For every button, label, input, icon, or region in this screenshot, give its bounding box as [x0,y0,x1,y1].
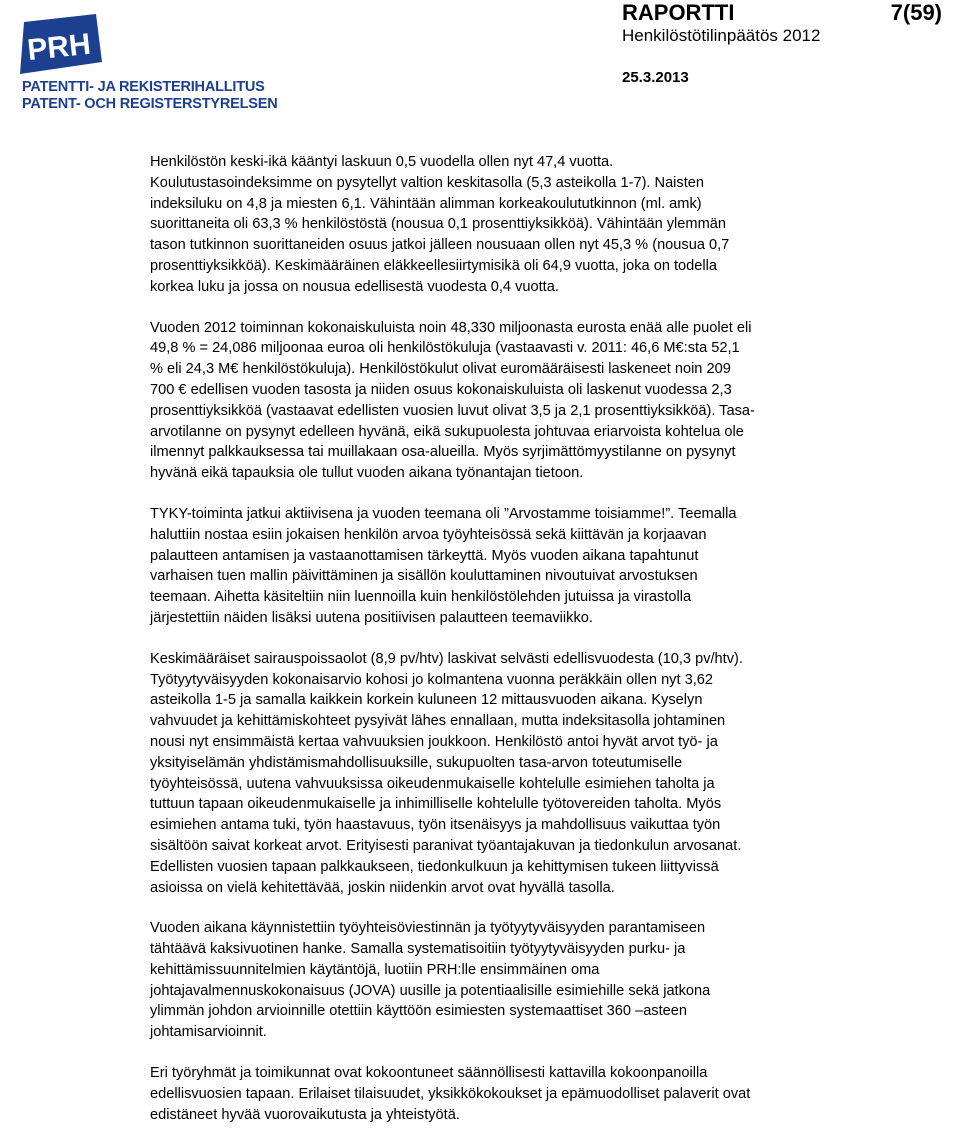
paragraph-line: varhaisen tuen mallin päivittäminen ja sisällön kouluttaminen nivoutuivat arvostuksen [150,568,698,585]
body-paragraph [150,649,910,899]
page-number: 7(59) [890,0,942,25]
paragraph-line: Vuoden 2012 toiminnan kokonaiskuluista noin 48,330 miljoonasta eurosta enää alle puolet eli [150,319,752,336]
paragraph-line: kehittämissuunnitelmien käytäntöjä, luotiin PRH:lle ensimmäinen oma [150,961,600,978]
paragraph-line: arvotilanne on pysynyt edelleen hyvänä, eikä sukupuolesta johtuvaa eriarvoista kohtelua ole [150,423,744,440]
paragraph-line: edellisvuosien tapaan. Erilaiset tilaisuudet, yksikkökokoukset ja epämuodolliset palaverit ovat [150,1085,751,1102]
paragraph-line: 49,8 % = 24,086 miljoonaa euroa oli henkilöstökuluja (vastaavasti v. 2011: 46,6 M€:sta 52,1 [150,340,740,357]
paragraph-line: Keskimääräiset sairauspoissaolot (8,9 pv/htv) laskivat selvästi edellisvuodesta (10,3 pv/htv). [150,650,743,667]
paragraph-line: järjestettiin näiden lisäksi uutena positiivisen palautteen teemaviikko. [150,609,593,626]
paragraph-line: prosenttiyksikköä (vastaavat edellisten vuosien luvut olivat 3,5 ja 2,1 prosenttiyksikköä). Tasa- [150,402,755,419]
paragraph-line: Työtyytyväisyyden kokonaisarvio kohosi jo kolmantena vuonna peräkkäin ollen nyt 3,62 [150,671,713,688]
paragraph-line: työyhteisössä, uutena vahvuuksissa oikeudenmukaiselle kohtelulle esimiehen taholta ja [150,775,715,792]
paragraph-line: 700 € edellisen vuoden tasosta ja niiden osuus kokonaiskuluista oli laskenut vuodessa 2,3 [150,381,732,398]
paragraph-line: suorittaneita oli 63,3 % henkilöstöstä (nousua 0,1 prosenttiyksikköä). Vähintään ylemmän [150,216,726,233]
paragraph-line: Edellisten vuosien tapaan palkkaukseen, tiedonkulkuun ja kehittymisen tukeen liittyvissä [150,858,719,875]
paragraph-line: haluttiin nostaa esiin jokaisen henkilön arvoa työyhteisössä sekä kiittävän ja korjaavan [150,526,707,543]
prh-logo [18,14,278,114]
document-type: RAPORTTI [622,0,735,25]
paragraph-line: Eri työryhmät ja toimikunnat ovat kokoontuneet säännöllisesti kattavilla kokoonpanoilla [150,1065,708,1082]
org-name-swedish: PATENT- OCH REGISTERSTYRELSEN [22,96,278,112]
body-paragraph [150,1063,910,1125]
paragraph-line: % eli 24,3 M€ henkilöstökuluja). Henkilöstökulut olivat euromääräisesti laskeneet noin 209 [150,361,731,378]
paragraph-line: edistäneet hyvää vuorovaikutusta ja yhteistyötä. [150,1106,460,1123]
paragraph-line: prosenttiyksikköä). Keskimääräinen eläkkeellesiirtymisikä oli 64,9 vuotta, joka on todella [150,257,717,274]
paragraph-line: teemaan. Aihetta käsiteltiin niin luennoilla kuin henkilöstölehden jutuissa ja virastolla [150,589,692,606]
paragraph-line: johtamisarvioinnit. [150,1024,267,1041]
paragraph-line: yksityiselämän yhdistämismahdollisuuksille, sukupuolten tasa-arvon toteutumiselle [150,754,683,771]
paragraph-line: tuttuun tapaan oikeudenmukaiselle ja inhimilliselle kohtelulle työtovereiden taholta. Myös [150,796,722,813]
paragraph-line: TYKY-toiminta jatkui aktiivisena ja vuoden teemana oli ”Arvostamme toisiamme!”. Teemalla [150,505,737,522]
paragraph-line: sisältöön saivat korkeat arvot. Erityisesti paranivat työantajakuvan ja tiedonkulun arvosanat. [150,837,742,854]
paragraph-line: johtajavalmennuskokonaisuus (JOVA) uusille ja potentiaalisille esimiehille sekä jatkona [150,982,711,999]
paragraph-line: Vuoden aikana käynnistettiin työyhteisöviestinnän ja työtyytyväisyyden parantamiseen [150,920,706,937]
body-paragraph [150,318,910,484]
body-paragraph [150,504,910,629]
paragraph-line: asteikolla 1-5 ja samalla kaikkein korkein kuluneen 12 mittausvuoden aikana. Kyselyn [150,692,703,709]
org-name-finnish: PATENTTI- JA REKISTERIHALLITUS [22,79,265,95]
paragraph-line: ilmennyt palkkauksessa tai muillakaan osa-alueilla. Myös syrjimättömyystilanne on pysynyt [150,444,736,461]
paragraph-line: asioissa on vielä kehitettävää, joskin niidenkin arvot ovat hyvällä tasolla. [150,879,615,896]
paragraph-line: esimiehen antama tuki, työn haastavuus, työn itsenäisyys ja mahdollisuus vaikuttaa työn [150,817,721,834]
paragraph-line: tason tutkinnon suorittaneiden osuus jatkoi jälleen nousuaan ollen nyt 45,3 % (nousua 0,7 [150,237,730,254]
body-paragraph [150,152,910,298]
paragraph-line: vahvuudet ja kehittämiskohteet pysyivät lähes ennallaan, mutta indeksitasolla johtaminen [150,713,726,730]
paragraph-line: ylimmän johdon arvioinnille otettiin käyttöön esimiesten systemaattiset 360 –asteen [150,1003,688,1020]
paragraph-line: tähtäävä kaksivuotinen hanke. Samalla systematisoitiin työtyytyväisyyden purku- ja [150,941,686,958]
paragraph-line: palautteen antamisen ja vastaanottamisen tärkeyttä. Myös vuoden aikana tapahtunut [150,547,699,564]
body-paragraph [150,918,910,1043]
prh-logo-text: PRH [25,27,93,68]
paragraph-line: korkea luku ja jossa on nousua edellisestä vuodesta 0,4 vuotta. [150,278,559,295]
document-date: 25.3.2013 [622,69,689,86]
paragraph-line: nousi nyt ensimmäistä kertaa vahvuuksien joukkoon. Henkilöstö antoi hyvät arvot työ- ja [150,733,718,750]
paragraph-line: Henkilöstön keski-ikä kääntyi laskuun 0,5 vuodella ollen nyt 47,4 vuotta. [150,154,614,170]
paragraph-line: indeksiluku on 4,8 ja miesten 6,1. Vähintään alimman korkeakoulututkinnon (ml. amk) [150,195,702,212]
prh-logo-badge [18,14,102,74]
paragraph-line: Koulutustasoindeksimme on pysytellyt valtion keskitasolla (5,3 asteikolla 1-7). Naisten [150,174,705,191]
document-title: Henkilöstötilinpäätös 2012 [622,26,821,45]
report-body [150,152,910,1145]
paragraph-line: hyvänä eikä tapauksia ole tullut vuoden aikana työnantajan tietoon. [150,465,584,482]
